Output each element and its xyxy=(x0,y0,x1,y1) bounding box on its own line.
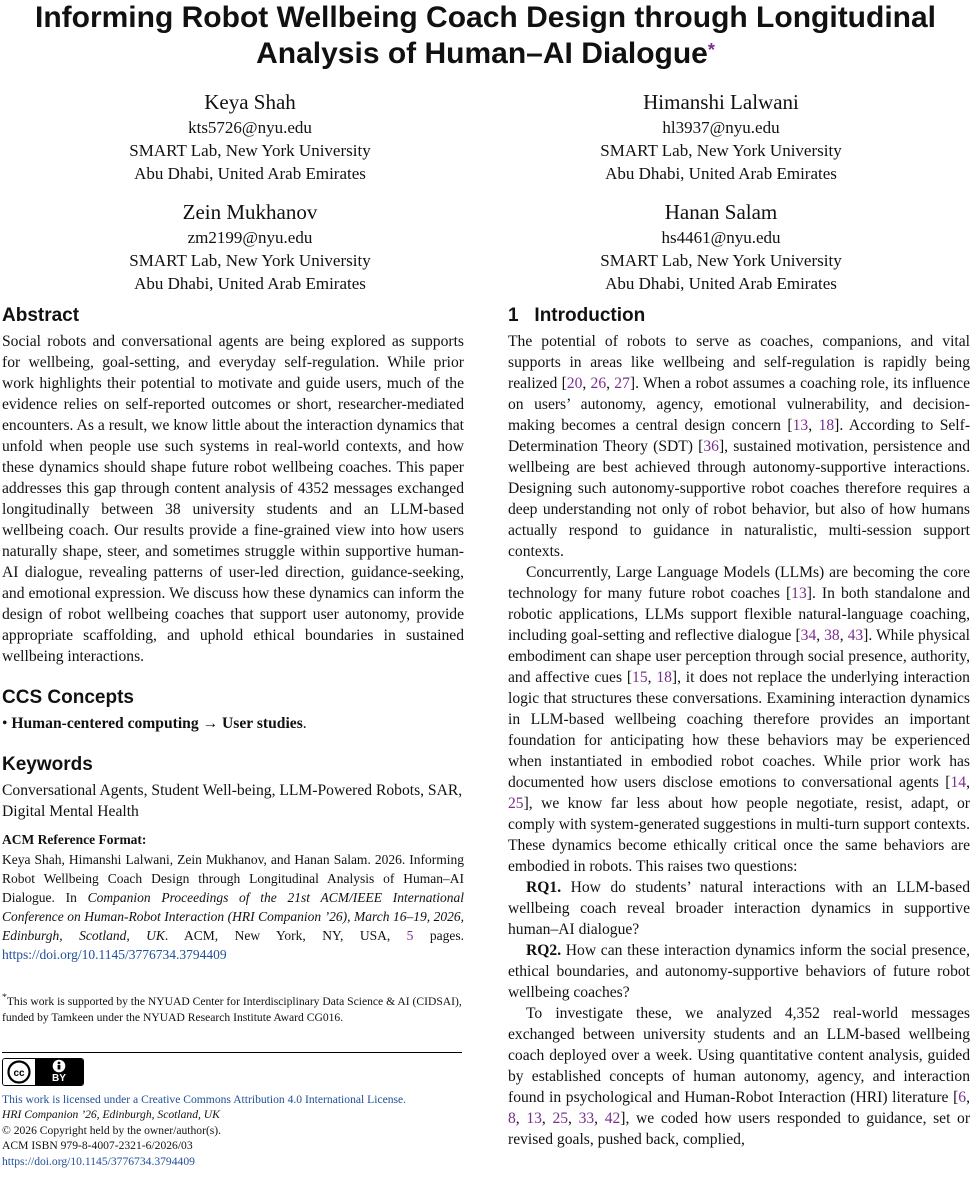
title-footnote-mark[interactable]: * xyxy=(707,40,715,60)
ref-doi-link[interactable]: https://doi.org/10.1145/3776734.3794409 xyxy=(2,947,227,962)
citation-link[interactable]: 6 xyxy=(958,1089,967,1106)
intro-heading xyxy=(508,303,970,329)
license-block xyxy=(2,1058,464,1170)
by-label: BY xyxy=(52,1073,66,1085)
citation-link[interactable]: 8 xyxy=(508,1110,516,1127)
research-question-2 xyxy=(508,940,970,1003)
author-location: Abu Dhabi, United Arab Emirates xyxy=(605,274,837,293)
abstract-text: Social robots and conversational agents are being explored as supports for wellbeing, goal-setting, and everyday self-regulation. While prior work highlights their potential to motivate and guide users, much of the evidence relies on self-reported outcomes or short, researcher-mediated encounters. As a result, we know little about the interaction dynamics that unfold when people use such systems in real-world contexts, and how these dynamics should shape future robot wellbeing coaches. This paper addresses this gap through content analysis of 4352 messages exchanged longitudinally between 38 university students and an LLM-based wellbeing coach. Our results provide a fine-grained view into how users naturally shape, steer, and sometimes struggle within supportive human-AI dialogue, revealing patterns of user-led direction, guidance-seeking, and emotional expression. We discuss how these dynamics can inform the design of robot wellbeing coaches that support user autonomy, provide appropriate scaffolding, and uphold ethical boundaries in sustained wellbeing interactions. xyxy=(2,333,464,665)
author-name: Himanshi Lalwani xyxy=(643,90,799,114)
citation-link[interactable]: 34 xyxy=(800,627,817,644)
citation-link[interactable]: 26 xyxy=(590,375,607,392)
ref-text-a: Keya Shah, Himanshi Lalwani, Zein Mukhanov, and Hanan Salam. 2026. Informing Robot Wellbeing Coach Design through Longitudinal Analysis of Human–AI Dialogue. In xyxy=(2,852,464,905)
text: ]. In both standalone and robotic applications, LLMs support flexible natural-language coaching, including goal-setting and reflective dialogue [ xyxy=(508,585,970,644)
text: ], it does not replace the underlying interaction logic that structures these conversations. Examining interaction dynamics in LLM-based wellbeing coaching therefore provides an important foundation for anticipating how these behaviors may be experienced when instantiated in embodied robot coaches. While prior work has documented how users disclose emotions to conversational agents [ xyxy=(508,669,970,791)
author-affiliation: SMART Lab, New York University xyxy=(129,251,371,270)
ref-text-b: . ACM, New York, NY, USA, xyxy=(164,928,407,943)
text: ], we coded how users responded to guidance, set or revised goals, pushed back, complied, xyxy=(508,1110,971,1148)
text: The potential of robots to serve as coaches, companions, and vital supports in areas like wellbeing and self-regulation is rapidly being realized [ xyxy=(508,333,970,392)
intro-paragraph-1: The potential of robots to serve as coaches, companions, and vital supports in areas like wellbeing and self-regulation is rapidly being realized [20, 26, 27]. When a robot assumes a coaching role, its influence on users’ autonomy, agency, emotional vulnerability, and decision-making becomes a central design concern [13, 18]. According to Self-Determination Theory (SDT) [36], sustained motivation, persistence and wellbeing are best achieved through autonomy-supportive interactions. Designing such autonomy-supportive robot coaches therefore requires a deep understanding not only of robot behavior, but also of how humans actually respond to guidance in naturalistic, multi-session support contexts. xyxy=(508,333,971,560)
license-isbn: ACM ISBN 979-8-4007-2321-6/2026/03 xyxy=(2,1139,193,1153)
citation-link[interactable]: 13 xyxy=(791,585,807,602)
author-affiliation: SMART Lab, New York University xyxy=(600,141,842,160)
ccs-heading: CCS Concepts xyxy=(2,687,134,708)
left-column xyxy=(2,303,464,1169)
citation-link[interactable]: 15 xyxy=(632,669,648,686)
author-affiliation: SMART Lab, New York University xyxy=(129,141,371,160)
section-number: 1 xyxy=(508,305,519,326)
license-venue: HRI Companion ’26, Edinburgh, Scotland, UK xyxy=(2,1108,220,1122)
intro-paragraph-3: To investigate these, we analyzed 4,352 real-world messages exchanged between university students and an LLM-based wellbeing coach deployed over a week. Using quantitative content analysis, guided by established concepts of human autonomy, agency, and interaction found in psychological and Human-Robot Interaction (HRI) literature [6, 8, 13, 25, 33, 42], we coded how users responded to guidance, set or revised goals, pushed back, complied, xyxy=(508,1005,971,1148)
citation-link[interactable]: 18 xyxy=(818,417,835,434)
title-line-1: Informing Robot Wellbeing Coach Design through Longitudinal xyxy=(34,1,937,34)
citation-link[interactable]: 43 xyxy=(847,627,864,644)
rq-label: RQ2. xyxy=(526,942,562,959)
citation-link[interactable]: 38 xyxy=(824,627,840,644)
author-location: Abu Dhabi, United Arab Emirates xyxy=(605,164,837,183)
license-link[interactable]: This work is licensed under a Creative Commons Attribution 4.0 International License. xyxy=(2,1092,407,1106)
text: ]. While physical embodiment can shape user perception through social presence, authority, and affective cues [ xyxy=(508,627,970,686)
text: Concurrently, Large Language Models (LLMs) are becoming the core technology for many future robot coaches [ xyxy=(508,564,970,602)
citation-link[interactable]: 13 xyxy=(792,417,809,434)
author-name: Zein Mukhanov xyxy=(182,200,318,224)
license-rule xyxy=(2,1052,462,1053)
cc-icon xyxy=(3,1059,35,1085)
citation-link[interactable]: 42 xyxy=(604,1110,621,1127)
citation-link[interactable]: 20 xyxy=(566,375,583,392)
ref-venue: Companion Proceedings of the 21st ACM/IEEE International Conference on Human-Robot Interaction (HRI Companion ’26), March 16–19, 2026, Edinburgh, Scotland, UK xyxy=(2,890,464,943)
author-affiliation: SMART Lab, New York University xyxy=(600,251,842,270)
keywords-heading: Keywords xyxy=(2,754,93,775)
footnote-mark: * xyxy=(2,992,7,1003)
right-column xyxy=(508,303,970,1150)
author-block xyxy=(501,88,941,185)
citation-link[interactable]: 13 xyxy=(526,1110,542,1127)
research-question-1 xyxy=(508,877,970,940)
citation-link[interactable]: 14 xyxy=(950,774,967,791)
reference-format-text xyxy=(2,850,464,964)
author-location: Abu Dhabi, United Arab Emirates xyxy=(134,164,366,183)
paper-title xyxy=(0,0,971,72)
svg-text:cc: cc xyxy=(13,1067,25,1079)
ccs-concept: Human-centered computing xyxy=(11,715,199,732)
citation-link[interactable]: 25 xyxy=(508,795,524,812)
text: ], we know far less about how people negotiate, resist, adapt, or comply with system-generated suggestions in multi-turn support contexts. These dynamics become ethically critical once the same behaviors are embodied in robots. This raises two questions: xyxy=(508,795,970,875)
author-email: kts5726@nyu.edu xyxy=(188,118,312,137)
text: ]. When a robot assumes a coaching role, its influence on users’ autonomy, agency, emotional vulnerability, and decision-making becomes a central design concern [ xyxy=(508,375,971,434)
intro-paragraph-2: Concurrently, Large Language Models (LLMs) are becoming the core technology for many future robot coaches [13]. In both standalone and robotic applications, LLMs support flexible natural-language coaching, including goal-setting and reflective dialogue [34, 38, 43]. While physical embodiment can shape user perception through social presence, authority, and affective cues [15, 18], it does not replace the underlying interaction logic that structures these conversations. Examining interaction dynamics in LLM-based wellbeing coaching therefore provides an important foundation for anticipating how these behaviors may be experienced when instantiated in embodied robot coaches. While prior work has documented how users disclose emotions to conversational agents [14, 25], we know far less about how people negotiate, resist, adapt, or comply with system-generated suggestions in multi-turn support contexts. These dynamics become ethically critical once the same behaviors are embodied in robots. This raises two questions: xyxy=(508,564,970,875)
citation-link[interactable]: 36 xyxy=(703,438,719,455)
author-email: hs4461@nyu.edu xyxy=(661,228,781,247)
rq-label: RQ1. xyxy=(526,879,562,896)
text: ], sustained motivation, persistence and wellbeing are best achieved through autonomy-supportive interactions. Designing such autonomy-supportive robot coaches therefore requires a deep understanding not only of robot behavior, but also of how humans actually respond to guidance in naturalistic, multi-session support contexts. xyxy=(508,438,970,560)
ccs-concepts xyxy=(2,713,464,734)
rq-text: How can these interaction dynamics inform the social presence, ethical boundaries, and autonomy-supportive behaviors of future robot wellbeing coaches? xyxy=(508,942,970,1001)
ref-text-c: pages. xyxy=(413,928,464,943)
ccs-end: . xyxy=(302,715,307,732)
footnote-text: This work is supported by the NYUAD Center for Interdisciplinary Data Science & AI (CIDSAI), funded by Tamkeen under the NYUAD Research Institute Award CG016. xyxy=(2,994,462,1024)
citation-link[interactable]: 25 xyxy=(552,1110,569,1127)
title-footnote xyxy=(2,990,464,1026)
text: To investigate these, we analyzed 4,352 real-world messages exchanged between university students and an LLM-based wellbeing coach deployed over a week. Using quantitative content analysis, guided by established concepts of human autonomy, agency, and interaction found in psychological and Human-Robot Interaction (HRI) literature [ xyxy=(508,1005,970,1106)
author-block xyxy=(30,88,470,185)
section-title: Introduction xyxy=(534,305,646,326)
keywords-text: Conversational Agents, Student Well-being, LLM-Powered Robots, SAR, Digital Mental Health xyxy=(2,782,463,820)
ccs-bullet: • xyxy=(2,715,8,732)
text: ]. According to Self-Determination Theory (SDT) [ xyxy=(508,417,971,455)
reference-format-heading: ACM Reference Format: xyxy=(2,832,147,847)
by-icon xyxy=(35,1059,83,1085)
author-name: Keya Shah xyxy=(204,90,296,114)
title-line-2: Analysis of Human–AI Dialogue xyxy=(256,37,708,70)
ref-pages-link[interactable]: 5 xyxy=(406,928,414,943)
author-email: zm2199@nyu.edu xyxy=(187,228,313,247)
author-email: hl3937@nyu.edu xyxy=(662,118,780,137)
citation-link[interactable]: 33 xyxy=(578,1110,595,1127)
ccs-arrow: → xyxy=(202,715,219,732)
rq-text: How do students’ natural interactions with an LLM-based wellbeing coach reveal broader interaction dynamics in supportive human–AI dialogue? xyxy=(508,879,970,938)
author-block xyxy=(501,198,941,295)
cc-by-badge[interactable] xyxy=(2,1058,84,1086)
abstract-heading: Abstract xyxy=(2,305,80,326)
citation-link[interactable]: 27 xyxy=(614,375,630,392)
ccs-sub: User studies xyxy=(222,715,303,732)
author-name: Hanan Salam xyxy=(664,200,778,224)
license-doi-link[interactable]: https://doi.org/10.1145/3776734.3794409 xyxy=(2,1154,195,1168)
license-copyright: © 2026 Copyright held by the owner/author(s). xyxy=(2,1123,222,1137)
citation-link[interactable]: 18 xyxy=(656,669,672,686)
author-location: Abu Dhabi, United Arab Emirates xyxy=(134,274,366,293)
author-block xyxy=(30,198,470,295)
